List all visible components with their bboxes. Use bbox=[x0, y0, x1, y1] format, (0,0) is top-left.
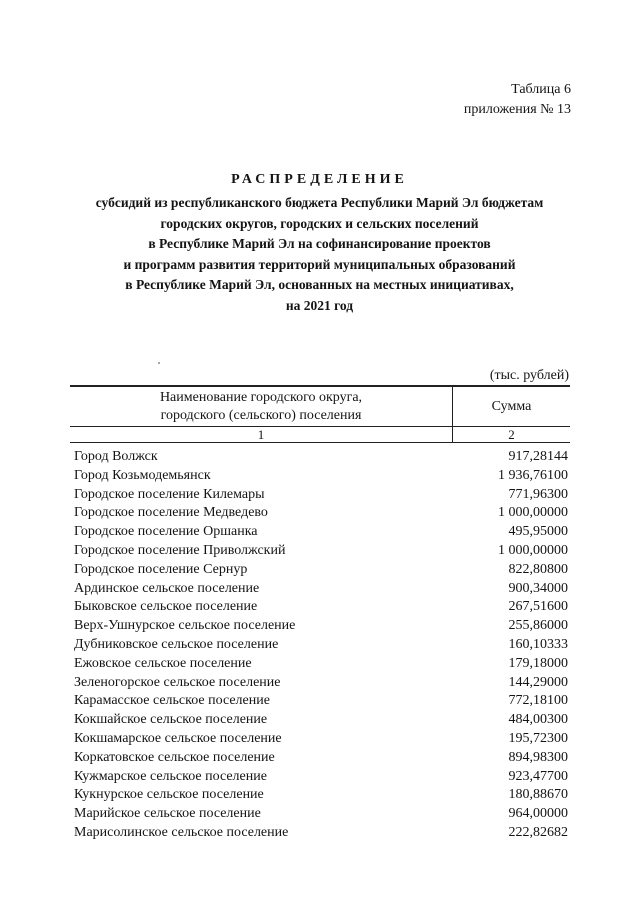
column-number-2: 2 bbox=[453, 427, 571, 443]
row-amount: 900,34000 bbox=[508, 580, 568, 596]
row-amount: 484,00300 bbox=[508, 712, 568, 728]
table-row bbox=[74, 749, 568, 768]
row-amount: 923,47700 bbox=[508, 768, 568, 784]
subtitle-line: в Республике Марий Эл, основанных на местных инициативах, bbox=[125, 277, 514, 292]
document-subtitle bbox=[40, 193, 599, 316]
table-row bbox=[74, 805, 568, 824]
row-name: Город Козьмодемьянск bbox=[74, 467, 211, 483]
header-sum: Сумма bbox=[453, 386, 571, 427]
row-name: Ардинское сельское поселение bbox=[74, 580, 260, 596]
row-amount: 144,29000 bbox=[508, 674, 568, 690]
table-row bbox=[74, 504, 568, 523]
subtitle-line: в Республике Марий Эл на софинансирование проектов bbox=[148, 236, 491, 251]
row-name: Кужмарское сельское поселение bbox=[74, 768, 267, 784]
row-amount: 180,88670 bbox=[508, 787, 568, 803]
row-amount: 772,18100 bbox=[508, 693, 568, 709]
table-row bbox=[74, 730, 568, 749]
table-row bbox=[74, 598, 568, 617]
row-amount: 822,80800 bbox=[508, 561, 568, 577]
row-amount: 495,95000 bbox=[508, 524, 568, 540]
row-amount: 1 936,76100 bbox=[498, 467, 568, 483]
row-name: Городское поселение Медведево bbox=[74, 505, 268, 521]
row-name: Кукнурское сельское поселение bbox=[74, 787, 264, 803]
row-amount: 1 000,00000 bbox=[498, 542, 568, 558]
table-row bbox=[74, 824, 568, 843]
table-row bbox=[74, 523, 568, 542]
appendix-number: приложения № 13 bbox=[463, 102, 571, 117]
subtitle-line: городских округов, городских и сельских поселений bbox=[160, 215, 479, 231]
row-name: Коркатовское сельское поселение bbox=[74, 749, 275, 765]
table-row bbox=[74, 786, 568, 805]
row-amount: 964,00000 bbox=[508, 806, 568, 822]
table-body bbox=[74, 448, 568, 843]
row-amount: 894,98300 bbox=[508, 749, 568, 765]
row-amount: 267,51600 bbox=[508, 599, 568, 615]
row-amount: 255,86000 bbox=[508, 618, 568, 634]
table-row bbox=[74, 768, 568, 787]
table-row bbox=[74, 636, 568, 655]
table-row bbox=[74, 617, 568, 636]
table-row bbox=[74, 674, 568, 693]
row-amount: 1 000,00000 bbox=[498, 505, 568, 521]
row-name: Город Волжск bbox=[74, 449, 158, 464]
table-reference bbox=[464, 80, 571, 120]
row-amount: 160,10333 bbox=[508, 636, 568, 652]
row-amount: 917,28144 bbox=[508, 449, 568, 464]
row-name: Марийское сельское поселение bbox=[74, 806, 261, 822]
subtitle-line: субсидий из республиканского бюджета Республики Марий Эл бюджетам bbox=[95, 195, 544, 210]
table-row bbox=[74, 467, 568, 486]
row-name: Городское поселение Сернур bbox=[74, 561, 248, 577]
row-name: Городское поселение Приволжский bbox=[74, 542, 286, 558]
table-row bbox=[74, 692, 568, 711]
table-row bbox=[74, 542, 568, 561]
column-number-1: 1 bbox=[70, 427, 453, 443]
subtitle-line: на 2021 год bbox=[285, 297, 354, 313]
row-amount: 771,96300 bbox=[508, 486, 568, 502]
subtitle-line: и программ развития территорий муниципальных образований bbox=[123, 256, 516, 272]
table-row bbox=[74, 580, 568, 599]
units-label: (тыс. рублей) bbox=[489, 368, 569, 383]
row-name: Городское поселение Килемары bbox=[74, 486, 265, 502]
scan-speck bbox=[158, 362, 160, 364]
row-name: Ежовское сельское поселение bbox=[74, 655, 252, 671]
row-name: Кокшайское сельское поселение bbox=[74, 712, 268, 728]
row-name: Кокшамарское сельское поселение bbox=[74, 730, 282, 746]
row-name: Верх-Ушнурское сельское поселение bbox=[74, 618, 296, 634]
row-amount: 179,18000 bbox=[508, 655, 568, 671]
table-header bbox=[70, 385, 570, 443]
row-name: Карамасское сельское поселение bbox=[74, 693, 270, 709]
header-name: Наименование городского округа, городского (сельского) поселения bbox=[70, 386, 453, 427]
table-row bbox=[74, 448, 568, 467]
row-amount: 195,72300 bbox=[508, 730, 568, 746]
table-row bbox=[74, 561, 568, 580]
table-number: Таблица 6 bbox=[511, 82, 571, 97]
document-title: РАСПРЕДЕЛЕНИЕ bbox=[231, 172, 408, 187]
table-row bbox=[74, 655, 568, 674]
table-row bbox=[74, 711, 568, 730]
table-row bbox=[74, 486, 568, 505]
row-name: Быковское сельское поселение bbox=[74, 599, 258, 615]
row-name: Зеленогорское сельское поселение bbox=[74, 674, 281, 690]
row-name: Городское поселение Оршанка bbox=[74, 524, 258, 540]
row-amount: 222,82682 bbox=[508, 824, 568, 840]
row-name: Дубниковское сельское поселение bbox=[74, 636, 279, 652]
row-name: Марисолинское сельское поселение bbox=[74, 824, 289, 840]
